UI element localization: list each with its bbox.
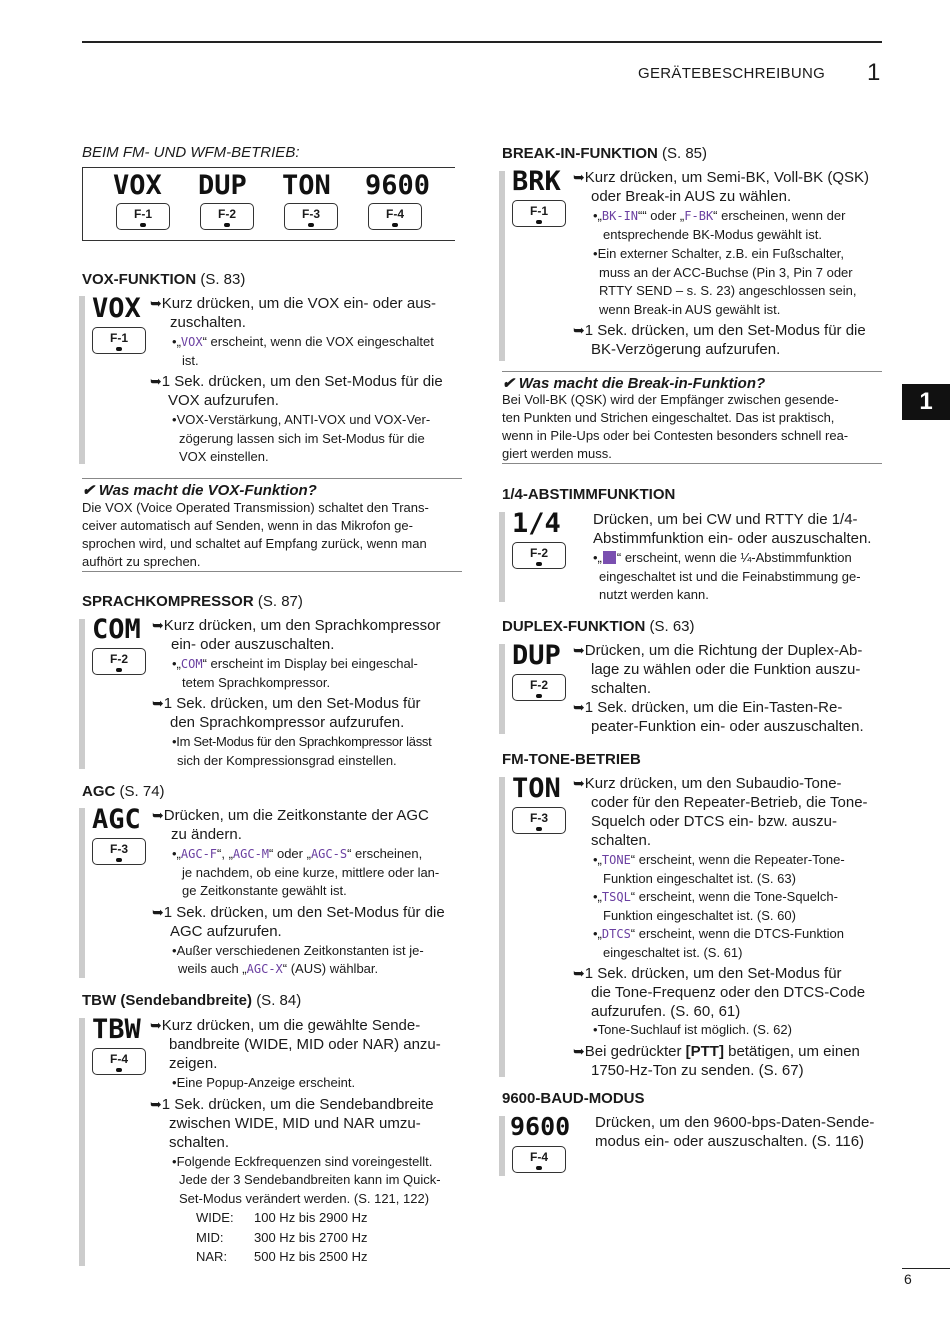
vox-answer-rule [82, 571, 462, 572]
baud-bar [499, 1116, 505, 1176]
baud-text: Drücken, um den 9600-bps-Daten-Sende- modus ein- oder auszuschalten. (S. 116) [595, 1114, 875, 1150]
bk-text: ➥Kurz drücken, um Semi-BK, Voll-BK (QSK) oder Break-in AUS zu wählen. •„BK-IN““ oder „F-BK“ erscheinen, wenn der entsprechende BK-Modus gewählt ist. •Ein externer Schalter, z.B. ein Fußschalter, muss an der ACC-Buchse (Pin 3, Pin 7 oder RTTY SEND – s. S. 23) angeschlossen sein, wenn Break-in AUS gewählt ist. ➥1 Sek. drücken, um den Set-Modus für die BK-Verzögerung aufzurufen. [573, 169, 869, 358]
dup-title: DUPLEX-FUNKTION (S. 63) [502, 618, 695, 635]
lcd-display [82, 167, 461, 241]
dup-f2-key[interactable]: F-2 [512, 674, 566, 701]
vox-text: ➥Kurz drücken, um die VOX ein- oder aus- zuschalten. •„VOX“ erscheint, wenn die VOX eingeschaltet ist. ➥1 Sek. drücken, um den Set-Modus für die VOX aufzurufen. •VOX-Verstärkung, ANTI-VOX und VOX-Ver- zögerung lassen sich im Set-Modus für die VOX einstellen. [150, 295, 443, 464]
section-title: GERÄTEBESCHREIBUNG [638, 65, 826, 82]
vox-lcd: VOX [92, 293, 141, 324]
quarter-f2-key[interactable]: F-2 [512, 542, 566, 569]
display-label-4: 9600 [365, 170, 431, 201]
vox-answer: Die VOX (Voice Operated Transmission) schaltet den Trans- ceiver automatisch auf Senden, wenn in das Mikrofon ge- sprochen wird, und schaltet auf Empfang zurück, wenn man aufhört zu sprechen. [82, 500, 429, 569]
agc-bar [79, 808, 85, 978]
quarter-text: Drücken, um bei CW und RTTY die 1/4- Abstimmfunktion ein- oder auszuschalten. •„ “ erscheint, wenn die ¼-Abstimmfunktion eingeschaltet ist und die Feinabstimmung ge- nutzt werden kann. [593, 511, 872, 602]
quarter-bar [499, 512, 505, 602]
tone-f3-key[interactable]: F-3 [512, 807, 566, 834]
bk-question: ✔ Was macht die Break-in-Funktion? [502, 375, 766, 392]
baud-title: 9600-BAUD-MODUS [502, 1090, 645, 1107]
comp-bar [79, 619, 85, 769]
bk-answer: Bei Voll-BK (QSK) wird der Empfänger zwischen gesende- ten Punkten und Strichen eingeschaltet. Das ist praktisch, wenn in Pile-Ups oder bei Contesten besonders schnell rea- giert werden muss. [502, 392, 849, 461]
dup-bar [499, 644, 505, 734]
vox-title: VOX-FUNKTION (S. 83) [82, 271, 246, 288]
tone-title: FM-TONE-BETRIEB [502, 751, 641, 768]
bk-title: BREAK-IN-FUNKTION (S. 85) [502, 145, 708, 162]
baud-lcd: 9600 [510, 1112, 571, 1141]
display-label-3: TON [282, 170, 331, 201]
quarter-lcd: 1/4 [512, 508, 561, 539]
baud-f4-key[interactable]: F-4 [512, 1146, 566, 1173]
bk-lcd: BRK [512, 166, 561, 197]
quarter-tune-icon [603, 551, 616, 564]
agc-lcd: AGC [92, 804, 141, 835]
bk-bar [499, 171, 505, 361]
vox-f1-key[interactable]: F-1 [92, 327, 146, 354]
vox-bar [79, 296, 85, 464]
tone-bar [499, 777, 505, 1077]
comp-title: SPRACHKOMPRESSOR (S. 87) [82, 593, 303, 610]
quarter-title: 1/4-ABSTIMMFUNKTION [502, 486, 676, 503]
f1-key[interactable]: F-1 [116, 203, 170, 230]
tbw-row-nar: NAR: 500 Hz bis 2500 Hz [196, 1249, 368, 1264]
dup-text: ➥Drücken, um die Richtung der Duplex-Ab- lage zu wählen oder die Funktion auszu- schalten. ➥1 Sek. drücken, um die Ein-Tasten-Re- peater-Funktion ein- oder auszuschalten. [573, 642, 864, 735]
tbw-bar [79, 1018, 85, 1266]
vox-q-rule [82, 478, 462, 479]
tbw-row-wide: WIDE: 100 Hz bis 2900 Hz [196, 1210, 368, 1225]
display-label-2: DUP [198, 170, 247, 201]
agc-text: ➥Drücken, um die Zeitkonstante der AGC zu ändern. •„AGC-F“, „AGC-M“ oder „AGC-S“ erscheinen, je nachdem, ob eine kurze, mittlere oder lan- ge Zeitkonstante gewählt ist. ➥1 Sek. drücken, um den Set-Modus für die AGC aufzurufen. •Außer verschiedenen Zeitkonstanten ist je- weils auch „AGC-X“ (AUS) wählbar. [152, 807, 445, 976]
display-caption: BEIM FM- UND WFM-BETRIEB: [82, 144, 300, 161]
tbw-f4-key[interactable]: F-4 [92, 1048, 146, 1075]
bk-f1-key[interactable]: F-1 [512, 200, 566, 227]
f2-key[interactable]: F-2 [200, 203, 254, 230]
dup-lcd: DUP [512, 640, 561, 671]
page-number: 6 [904, 1271, 912, 1287]
f3-key[interactable]: F-3 [284, 203, 338, 230]
tbw-row-mid: MID: 300 Hz bis 2700 Hz [196, 1229, 368, 1245]
comp-lcd: COM [92, 614, 141, 645]
comp-f2-key[interactable]: F-2 [92, 648, 146, 675]
tbw-table [196, 1208, 367, 1267]
agc-f3-key[interactable]: F-3 [92, 838, 146, 865]
tbw-lcd: TBW [92, 1014, 141, 1045]
tone-lcd: TON [512, 773, 561, 804]
comp-text: ➥Kurz drücken, um den Sprachkompressor ein- oder auszuschalten. •„COM“ erscheint im Display bei eingeschal- tetem Sprachkompressor. ➥1 Sek. drücken, um den Set-Modus für den Sprachkompressor aufzurufen. •Im Set-Modus für den Sprachkompressor lässt sich der Kompressionsgrad einstellen. [152, 617, 441, 768]
tbw-title: TBW (Sendebandbreite) (S. 84) [82, 992, 302, 1009]
bk-q-rule [502, 371, 882, 372]
agc-title: AGC (S. 74) [82, 783, 165, 800]
bk-answer-rule [502, 463, 882, 464]
top-rule [82, 41, 882, 43]
f4-key[interactable]: F-4 [368, 203, 422, 230]
vox-question: ✔ Was macht die VOX-Funktion? [82, 482, 317, 499]
tone-text: ➥Kurz drücken, um den Subaudio-Tone- coder für den Repeater-Betrieb, die Tone- Squelch oder DTCS ein- bzw. auszu- schalten. •„TONE“ erscheint, wenn die Repeater-Tone- Funktion eingeschaltet ist. (S. 63) •„TSQL“ erscheint, wenn die Tone-Squelch- Funktion eingeschaltet ist. (S. 60) •„DTCS“ erscheint, wenn die DTCS-Funktion eingeschaltet ist. (S. 61) ➥1 Sek. drücken, um den Set-Modus für die Tone-Frequenz oder den DTCS-Code aufzurufen. (S. 60, 61) •Tone-Suchlauf ist möglich. (S. 62) ➥Bei gedrückter [PTT] betätigen, um einen 1750-Hz-Ton zu senden. (S. 67) [573, 775, 868, 1079]
display-label-1: VOX [113, 170, 162, 201]
chapter-number: 1 [867, 59, 881, 86]
footer-rule [902, 1268, 950, 1269]
tbw-text: ➥Kurz drücken, um die gewählte Sende- bandbreite (WIDE, MID oder NAR) anzu- zeigen. •Eine Popup-Anzeige erscheint. ➥1 Sek. drücken, um die Sendebandbreite zwischen WIDE, MID und NAR umzu- schalten. •Folgende Eckfrequenzen sind voreingestellt. Jede der 3 Sendebandbreiten kann im Quick- Set-Modus verändert werden. (S. 121, 122) [150, 1017, 441, 1206]
chapter-tab: 1 [902, 384, 950, 420]
